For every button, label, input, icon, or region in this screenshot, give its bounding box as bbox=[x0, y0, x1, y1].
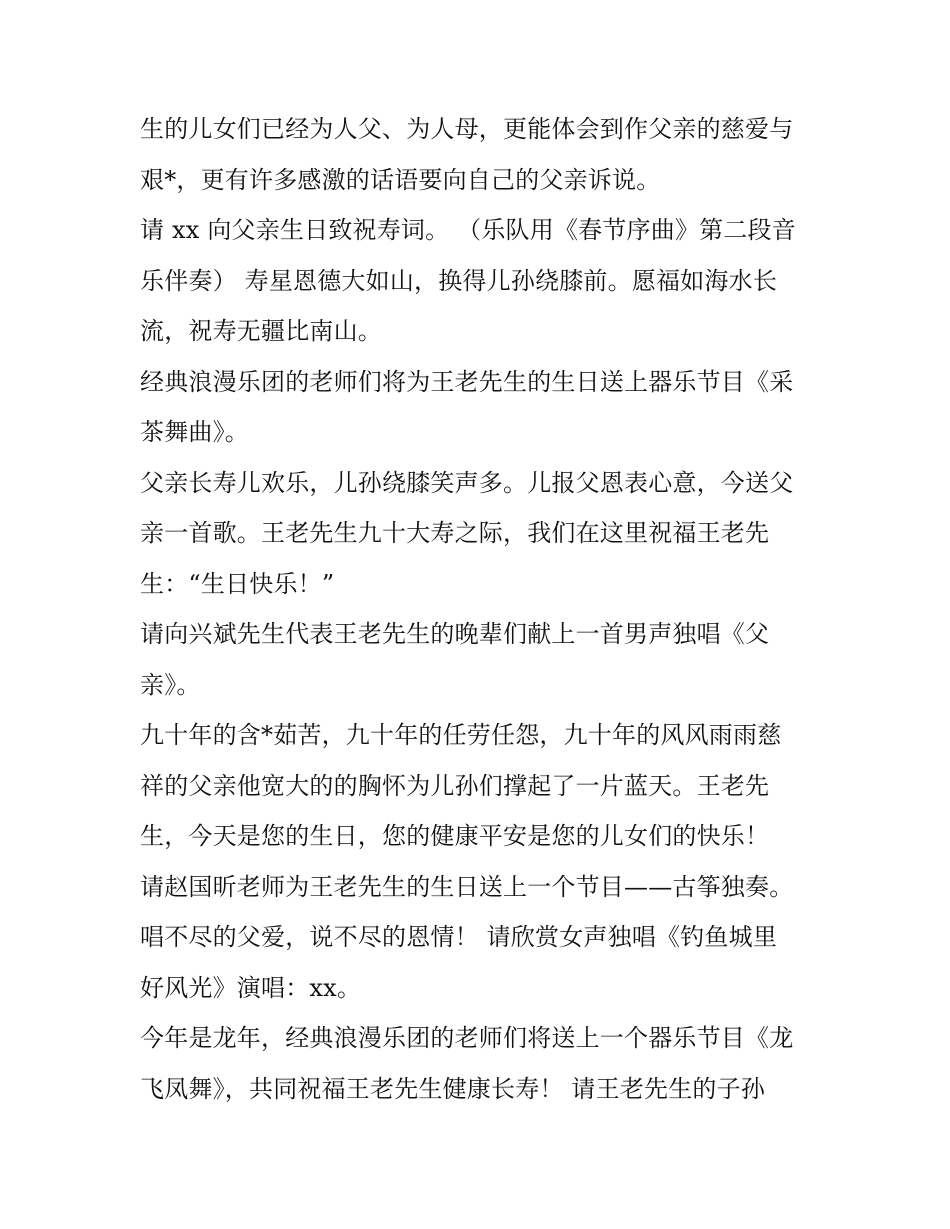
text-line: 好风光》演唱：xx。 bbox=[140, 973, 362, 1002]
text-line: 飞凤舞》，共同祝福王老先生健康长寿！ 请王老先生的子孙 bbox=[140, 1074, 766, 1103]
text-line: 生：“生日快乐！” bbox=[140, 569, 335, 598]
text-line: 乐伴奏） 寿星恩德大如山，换得儿孙绕膝前。愿福如海水长 bbox=[140, 266, 778, 295]
text-line: 九十年的含*茹苦，九十年的任劳任怨，九十年的风风雨雨慈 bbox=[140, 721, 782, 749]
text-line: 亲一首歌。王老先生九十大寿之际，我们在这里祝福王老先 bbox=[140, 519, 770, 547]
text-line: 生，今天是您的生日，您的健康平安是您的儿女们的快乐！ bbox=[140, 822, 770, 850]
text-line: 茶舞曲》。 bbox=[140, 418, 249, 446]
document-body bbox=[140, 104, 830, 1114]
text-line: 请 xx 向父亲生日致祝寿词。 （乐队用《春节序曲》第二段音 bbox=[140, 216, 796, 244]
text-line: 流，祝寿无疆比南山。 bbox=[140, 317, 382, 345]
text-line: 经典浪漫乐团的老师们将为王老先生的生日送上器乐节目《采 bbox=[140, 367, 794, 396]
text-line: 父亲长寿儿欢乐，儿孙绕膝笑声多。儿报父恩表心意，今送父 bbox=[140, 468, 794, 497]
text-line: 唱不尽的父爱，说不尽的恩情！ 请欣赏女声独唱《钓鱼城里 bbox=[140, 923, 778, 951]
text-line: 祥的父亲他宽大的的胸怀为儿孙们撑起了一片蓝天。王老先 bbox=[140, 771, 770, 800]
text-line: 生的儿女们已经为人父、为人母，更能体会到作父亲的慈爱与 bbox=[140, 115, 794, 143]
text-line: 艰*，更有许多感激的话语要向自己的父亲诉说。 bbox=[140, 165, 661, 194]
text-line: 请向兴斌先生代表王老先生的晚辈们献上一首男声独唱《父 bbox=[140, 620, 770, 648]
text-line: 请赵国昕老师为王老先生的生日送上一个节目——古筝独奏。 bbox=[140, 872, 794, 901]
text-line: 亲》。 bbox=[140, 670, 201, 699]
text-line: 今年是龙年，经典浪漫乐团的老师们将送上一个器乐节目《龙 bbox=[140, 1024, 794, 1052]
